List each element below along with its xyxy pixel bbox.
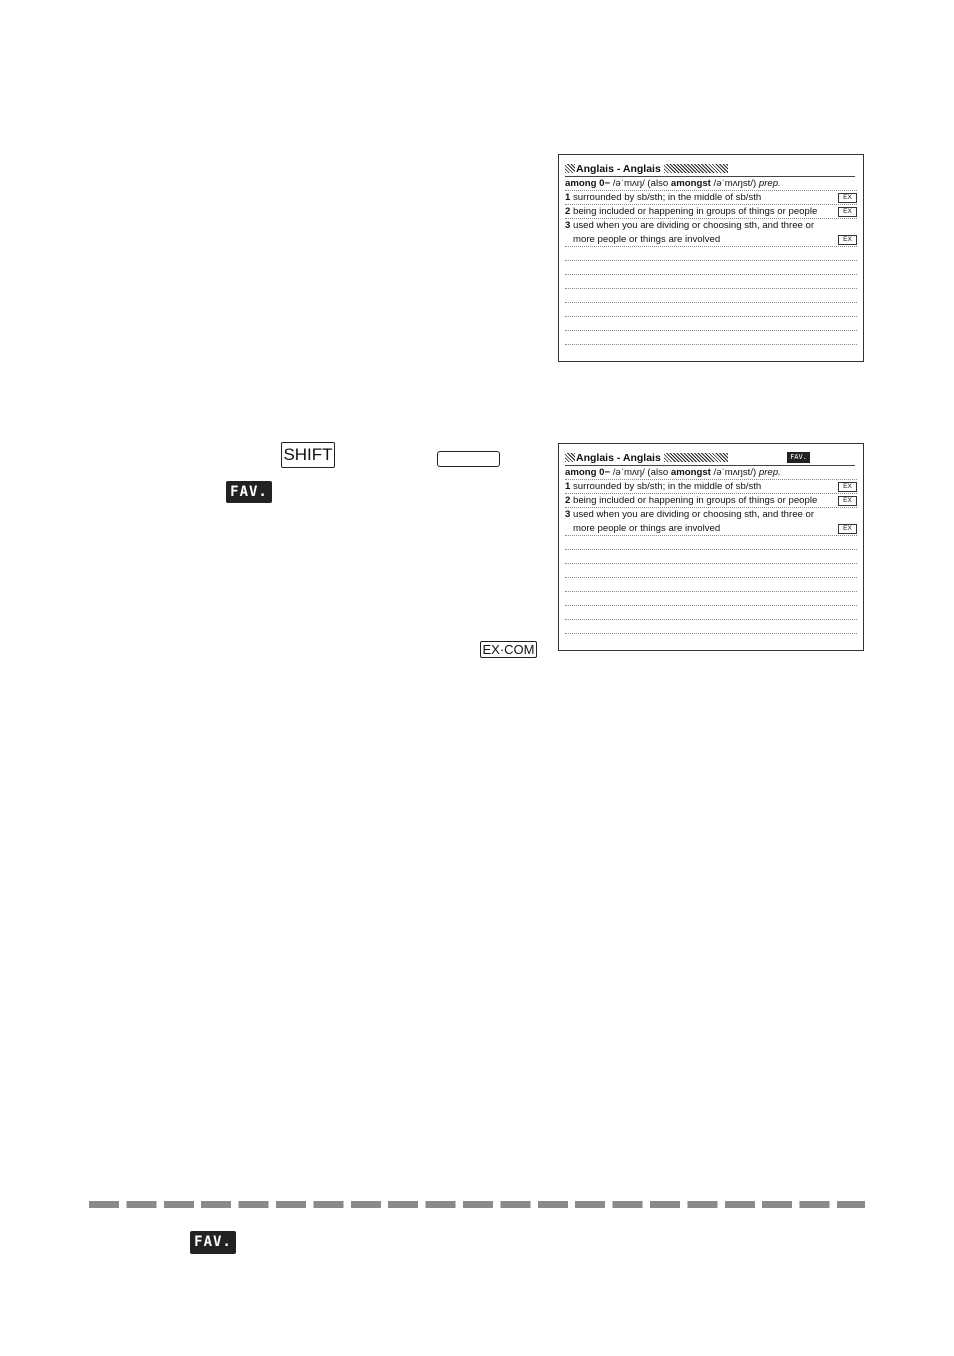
headword: among: [565, 178, 597, 189]
blank-key[interactable]: [437, 451, 500, 467]
sense-text: surrounded by sb/sth; in the middle of sb/sth: [573, 192, 762, 203]
empty-line: [565, 578, 857, 592]
sense-row: [565, 219, 857, 233]
sense-row: [565, 522, 857, 536]
screen-title: [565, 162, 855, 177]
also-pron: /əˈmʌŋst/): [713, 178, 757, 189]
entry-headline: [565, 466, 857, 480]
sense-text: surrounded by sb/sth; in the middle of sb/sth: [573, 481, 762, 492]
empty-line: [565, 564, 857, 578]
sense-number: 3: [565, 509, 571, 520]
sense-number: 1: [565, 192, 571, 203]
hatch-pattern: [565, 164, 575, 173]
sense-row: [565, 494, 857, 508]
empty-line: [565, 592, 857, 606]
hatch-pattern: [664, 453, 728, 462]
title-text: Anglais - Anglais: [576, 163, 661, 175]
headword: among: [565, 467, 597, 478]
key-symbol: 0−: [599, 467, 611, 478]
title-text: Anglais - Anglais: [576, 452, 661, 464]
empty-line: [565, 317, 857, 331]
empty-line: [565, 620, 857, 634]
shift-key[interactable]: SHIFT: [281, 442, 335, 468]
empty-line: [565, 536, 857, 550]
empty-line: [565, 606, 857, 620]
also-word: amongst: [670, 178, 711, 189]
fav-badge: FAV.: [787, 452, 810, 463]
example-icon[interactable]: EX: [838, 235, 857, 245]
empty-line: [565, 261, 857, 275]
also-prefix: (also: [647, 467, 669, 478]
dashed-separator: [89, 1201, 865, 1208]
sense-text: used when you are dividing or choosing sth, and three or: [573, 509, 815, 520]
sense-text: used when you are dividing or choosing sth, and three or: [573, 220, 815, 231]
sense-number: 3: [565, 220, 571, 231]
empty-line: [565, 331, 857, 345]
example-icon[interactable]: EX: [838, 207, 857, 217]
dictionary-screen-1: [558, 154, 864, 362]
sense-number: 2: [565, 206, 571, 217]
sense-row: [565, 508, 857, 522]
example-icon[interactable]: EX: [838, 482, 857, 492]
sense-number: 1: [565, 481, 571, 492]
screen-title: [565, 451, 855, 466]
key-symbol: 0−: [599, 178, 611, 189]
example-icon[interactable]: EX: [838, 496, 857, 506]
also-pron: /əˈmʌŋst/): [713, 467, 757, 478]
also-prefix: (also: [647, 178, 669, 189]
empty-line: [565, 303, 857, 317]
sense-text: more people or things are involved: [573, 234, 721, 245]
empty-line: [565, 550, 857, 564]
sense-row: [565, 233, 857, 247]
entry-headline: [565, 177, 857, 191]
sense-row: [565, 480, 857, 494]
empty-line: [565, 247, 857, 261]
pronunciation: /əˈmʌŋ/: [612, 178, 645, 189]
sense-text: being included or happening in groups of things or people: [573, 206, 818, 217]
dictionary-screen-2: [558, 443, 864, 651]
fav-key[interactable]: FAV.: [226, 481, 272, 503]
hatch-pattern: [664, 164, 728, 173]
empty-line: [565, 289, 857, 303]
empty-line: [565, 275, 857, 289]
hatch-pattern: [565, 453, 575, 462]
sense-text: more people or things are involved: [573, 523, 721, 534]
pronunciation: /əˈmʌŋ/: [612, 467, 645, 478]
sense-number: 2: [565, 495, 571, 506]
example-icon[interactable]: EX: [838, 524, 857, 534]
fav-key-note: FAV.: [190, 1231, 236, 1254]
sense-row: [565, 191, 857, 205]
ex-com-key[interactable]: EX·COM: [480, 641, 537, 658]
part-of-speech: prep.: [758, 467, 781, 478]
part-of-speech: prep.: [758, 178, 781, 189]
also-word: amongst: [670, 467, 711, 478]
sense-text: being included or happening in groups of things or people: [573, 495, 818, 506]
example-icon[interactable]: EX: [838, 193, 857, 203]
sense-row: [565, 205, 857, 219]
